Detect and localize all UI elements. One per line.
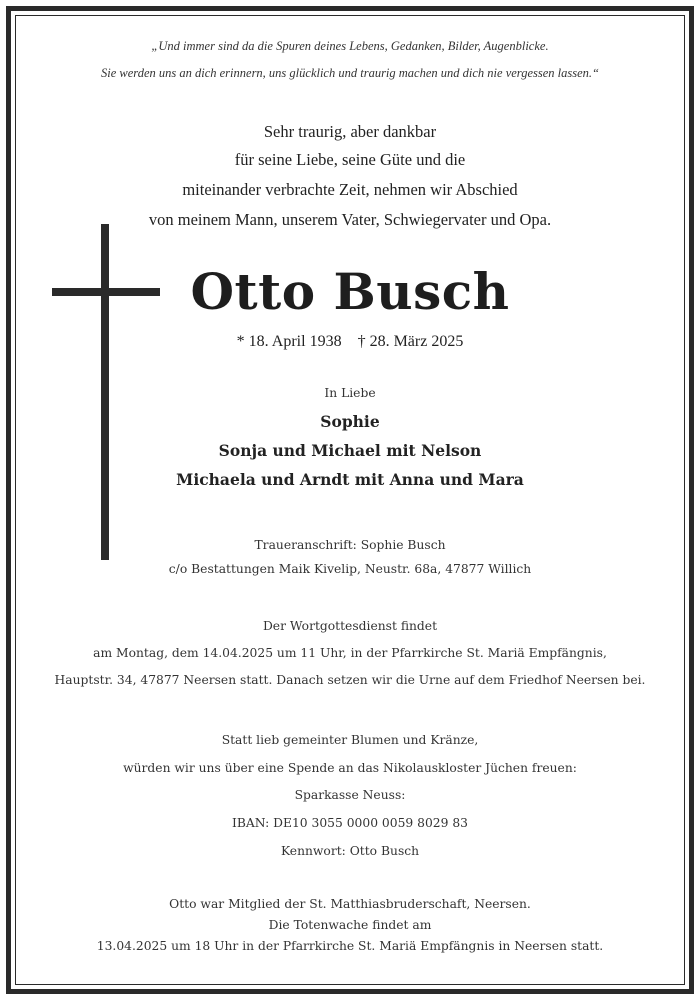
address-line-2: c/o Bestattungen Maik Kivelip, Neustr. 68a, 47877 Willich bbox=[168, 562, 532, 576]
intro-line-3: miteinander verbrachte Zeit, nehmen wir Abschied bbox=[182, 180, 518, 199]
closing-line-3: 13.04.2025 um 18 Uhr in der Pfarrkirche St. Mariä Empfängnis in Neersen statt. bbox=[96, 939, 604, 953]
address-line-1: Traueranschrift: Sophie Busch bbox=[254, 538, 446, 552]
closing-line-2: Die Totenwache findet am bbox=[268, 918, 432, 932]
donation-iban: IBAN: DE10 3055 0000 0059 8029 83 bbox=[231, 816, 468, 830]
service-line-3: Hauptstr. 34, 47877 Neersen statt. Danach setzen wir die Urne auf dem Friedhof Neersen bei. bbox=[54, 673, 646, 687]
intro-line-4: von meinem Mann, unserem Vater, Schwiegervater und Opa. bbox=[148, 210, 552, 229]
intro-line-2: für seine Liebe, seine Güte und die bbox=[234, 150, 466, 169]
quote-line-2: Sie werden uns an dich erinnern, uns glücklich und traurig machen und dich nie vergessen lassen.“ bbox=[101, 66, 599, 80]
mourner-name-2: Sonja und Michael mit Nelson bbox=[218, 441, 482, 460]
closing-line-1: Otto war Mitglied der St. Matthiasbruderschaft, Neersen. bbox=[169, 897, 531, 911]
deceased-name: Otto Busch bbox=[190, 262, 510, 321]
intro-line-1: Sehr traurig, aber dankbar bbox=[263, 122, 437, 141]
service-line-2: am Montag, dem 14.04.2025 um 11 Uhr, in der Pfarrkirche St. Mariä Empfängnis, bbox=[93, 646, 607, 660]
life-dates: * 18. April 1938 † 28. März 2025 bbox=[236, 333, 464, 350]
quote-line-1: „Und immer sind da die Spuren deines Lebens, Gedanken, Bilder, Augenblicke. bbox=[151, 39, 549, 53]
service-line-1: Der Wortgottesdienst findet bbox=[262, 619, 438, 633]
donation-keyword: Kennwort: Otto Busch bbox=[280, 844, 420, 858]
donation-bank: Sparkasse Neuss: bbox=[294, 788, 406, 802]
donation-line-1: Statt lieb gemeinter Blumen und Kränze, bbox=[221, 733, 479, 747]
mourner-name-1: Sophie bbox=[320, 412, 380, 431]
donation-line-2: würden wir uns über eine Spende an das Nikolauskloster Jüchen freuen: bbox=[123, 761, 577, 775]
mourner-name-3: Michaela und Arndt mit Anna und Mara bbox=[176, 470, 524, 489]
mourners-intro: In Liebe bbox=[324, 386, 376, 400]
